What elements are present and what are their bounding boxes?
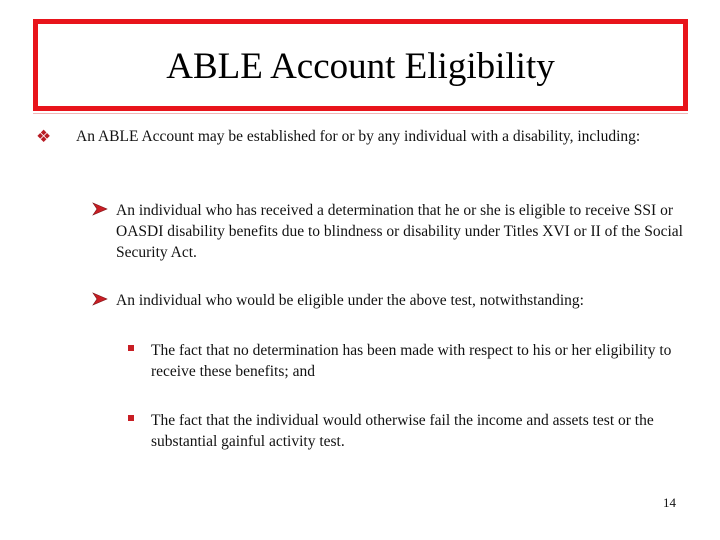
bullet-level3: The fact that no determination has been made with respect to his or her eligibility to receive these benefits; and [151, 342, 672, 380]
square-bullet-icon [128, 415, 134, 421]
page-number: 14 [663, 495, 676, 510]
arrowhead-icon [92, 292, 108, 311]
bullet-level2: An individual who would be eligible under the above test, notwithstanding: [116, 292, 584, 309]
square-bullet-icon [128, 345, 134, 351]
bullet-level3: The fact that the individual would otherwise fail the income and assets test or the substantial gainful activity test. [151, 412, 654, 450]
title-frame [33, 19, 688, 111]
diamond-four-dots-icon: ❖ [36, 127, 52, 147]
slide-title: ABLE Account Eligibility [166, 45, 555, 87]
bullet-level2: An individual who has received a determination that he or she is eligible to receive SSI or OASDI disability benefits due to blindness or disability under Titles XVI or II of the Social Security Act. [116, 202, 683, 261]
bullet-level1: An ABLE Account may be established for or by any individual with a disability, including: [76, 128, 641, 145]
arrowhead-icon [92, 202, 108, 221]
